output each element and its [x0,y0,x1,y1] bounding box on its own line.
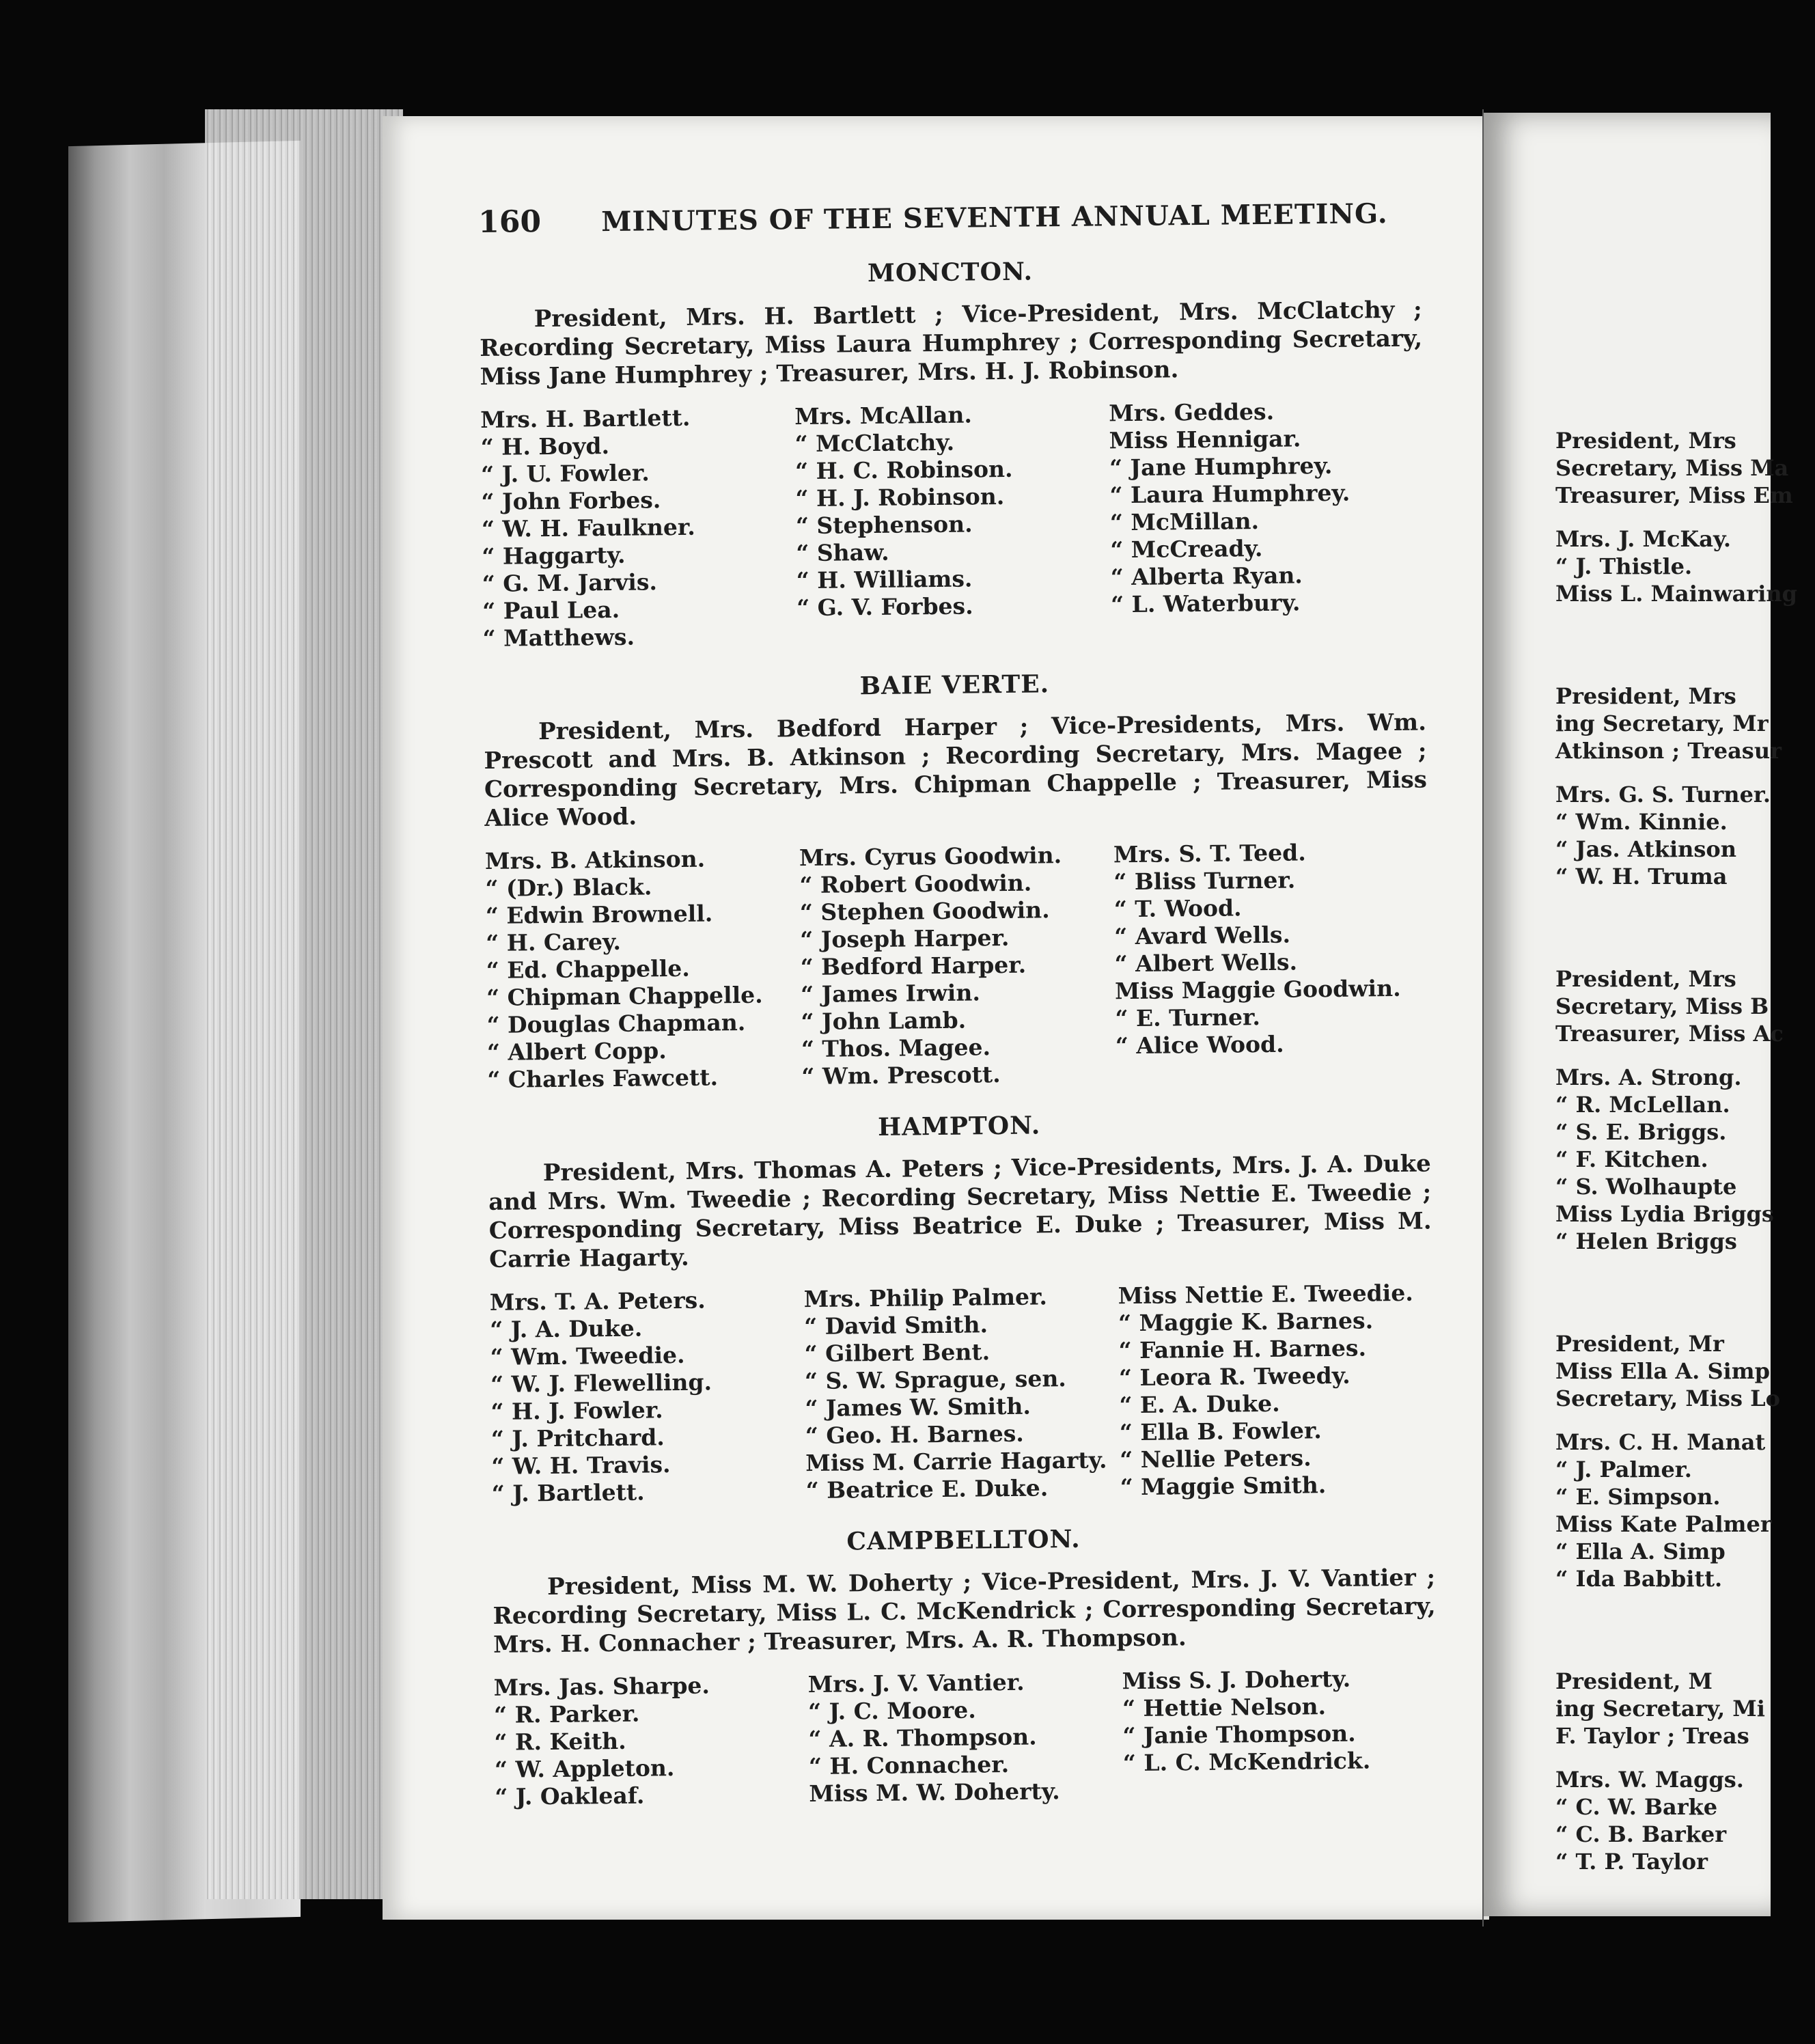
member-name: “ L. C. McKendrick. [1122,1747,1371,1777]
member-column [1109,397,1426,646]
member-name: “ John Lamb. [801,1006,967,1036]
member-name: “ L. Waterbury. [1110,589,1301,618]
member-name: Miss M. Carrie Hagarty. [805,1446,1107,1477]
member-name: “ W. Appleton. [494,1754,675,1783]
member-name: “ Beatrice E. Duke. [805,1474,1049,1504]
member-name: “ Laura Humphrey. [1109,479,1350,509]
member-name: Miss M. W. Doherty. [809,1778,1060,1808]
right-page-line: “ Ella A. Simp [1555,1538,1726,1564]
right-page-line: Mrs. G. S. Turner. [1555,782,1771,807]
section-title: CAMPBELLTON. [846,1524,1081,1556]
member-column [485,844,802,1094]
member-name: Mrs. J. V. Vantier. [807,1668,1025,1698]
right-page-line: ing Secretary, Mi [1555,1696,1765,1722]
member-name: “ T. Wood. [1113,894,1242,923]
member-name: “ S. W. Sprague, sen. [804,1365,1067,1395]
member-name: “ Haggarty. [482,541,626,570]
right-page-line: Secretary, Miss Ma [1555,455,1789,481]
member-name: “ R. Keith. [494,1727,626,1756]
right-page-line: “ C. B. Barker [1555,1821,1727,1847]
member-columns [490,1279,1435,1507]
section-title: BAIE VERTE. [859,669,1050,701]
member-name: “ Janie Thompson. [1122,1720,1356,1750]
member-name: “ (Dr.) Black. [485,873,652,902]
right-page-line: Miss Ella A. Simp [1555,1358,1770,1384]
member-name: “ G. V. Forbes. [796,592,973,622]
society-section [479,253,1426,652]
member-name: “ Joseph Harper. [800,924,1010,954]
right-page-text [1555,427,1815,1875]
member-column [804,1282,1120,1504]
member-columns [494,1664,1438,1810]
member-name: Mrs. Philip Palmer. [803,1283,1048,1313]
page-number: 160 [478,204,542,240]
member-column [1122,1664,1437,1804]
member-name: “ Thos. Magee. [801,1034,991,1063]
member-name: “ Chipman Chappelle. [486,981,763,1011]
member-column [1113,838,1430,1087]
right-page-line: “ Wm. Kinnie. [1555,809,1728,835]
member-name: “ W. J. Flewelling. [490,1368,712,1398]
right-page-line: President, M [1555,1668,1713,1694]
member-name: “ Ed. Chappelle. [486,954,690,984]
right-page-line: “ Ida Babbitt. [1555,1566,1723,1592]
member-name: “ Douglas Chapman. [486,1008,746,1038]
member-name: “ H. Connacher. [808,1750,1010,1780]
member-name: “ Alberta Ryan. [1110,562,1303,591]
society-section [483,666,1430,1094]
right-page-line: “ C. W. Barke [1555,1794,1718,1820]
member-name: “ H. J. Fowler. [490,1396,663,1425]
member-name: “ Jane Humphrey. [1109,452,1333,482]
right-page-line: Mrs. J. McKay. [1555,526,1732,552]
member-name: Miss Hennigar. [1109,425,1301,454]
member-name: “ R. Parker. [493,1700,640,1728]
member-name: “ Matthews. [482,623,635,652]
member-name: “ J. U. Fowler. [480,459,650,488]
member-name: “ Ella B. Fowler. [1119,1417,1322,1446]
member-name: “ Stephenson. [795,510,973,540]
member-name: Mrs. H. Bartlett. [480,404,691,433]
member-name: “ H. Boyd. [480,432,610,460]
right-page-line: Treasurer, Miss Em [1555,482,1793,508]
member-name: “ J. Oakleaf. [495,1782,645,1810]
member-name: “ Maggie Smith. [1120,1472,1327,1501]
member-name: “ Hettie Nelson. [1122,1693,1327,1722]
right-page-line: “ F. Kitchen. [1555,1146,1708,1172]
member-name: “ Nellie Peters. [1120,1444,1312,1474]
right-page-line: Mrs. W. Maggs. [1555,1767,1744,1793]
member-name: “ Paul Lea. [482,596,620,624]
right-page-line: “ T. P. Taylor [1555,1849,1708,1875]
member-name: “ Alice Wood. [1115,1030,1284,1060]
member-name: “ W. H. Travis. [491,1451,671,1480]
right-page-line: ing Secretary, Mr [1555,710,1769,736]
member-name: “ H. Williams. [796,565,973,594]
member-name: “ G. M. Jarvis. [482,568,658,597]
member-column [799,841,1116,1090]
member-name: Mrs. T. A. Peters. [489,1286,706,1316]
member-name: “ W. H. Faulkner. [481,513,695,542]
member-name: “ H. Carey. [486,928,622,956]
member-column [807,1668,1123,1808]
member-name: “ James W. Smith. [805,1392,1031,1422]
member-name: Miss Maggie Goodwin. [1114,974,1401,1005]
member-name: “ A. R. Thompson. [808,1723,1037,1753]
member-name: Miss S. J. Doherty. [1122,1665,1351,1695]
member-name: “ McCready. [1110,535,1263,564]
right-page-line: Secretary, Miss B [1555,993,1769,1019]
section-title: HAMPTON. [877,1111,1041,1142]
right-page-line: President, Mrs [1555,966,1736,992]
right-page-line: “ S. E. Briggs. [1555,1119,1727,1145]
member-name: “ Bliss Turner. [1113,866,1296,896]
member-name: “ Stephen Goodwin. [799,896,1050,926]
member-name: “ Gilbert Bent. [804,1338,990,1368]
right-page-line: Miss Lydia Briggs [1555,1201,1774,1227]
member-name: “ Wm. Tweedie. [490,1341,685,1370]
member-columns [485,838,1430,1093]
right-page-line: “ E. Simpson. [1555,1484,1721,1510]
member-name: “ James Irwin. [800,979,981,1008]
member-name: “ Robert Goodwin. [799,869,1032,899]
right-page-line: “ Jas. Atkinson [1555,836,1736,862]
society-section [488,1107,1435,1507]
member-name: “ J. C. Moore. [807,1696,976,1726]
member-name: Mrs. McAllan. [794,401,973,430]
member-name: “ Shaw. [796,538,889,567]
right-page-line: “ J. Palmer. [1555,1456,1692,1482]
section-title: MONCTON. [867,257,1034,288]
member-name: “ H. J. Robinson. [795,482,1005,512]
left-page-content [478,195,1438,1811]
right-page-line: “ S. Wolhaupte [1555,1174,1737,1200]
member-name: “ McClatchy. [794,428,955,458]
right-page [1484,113,1798,1916]
right-page-line: Miss L. Mainwaring [1555,581,1798,607]
member-name: “ McMillan. [1109,508,1260,536]
right-page-line: Treasurer, Miss Ac [1555,1021,1784,1047]
member-name: “ David Smith. [804,1311,988,1340]
member-name: “ H. C. Robinson. [794,455,1013,485]
member-name: “ J. Pritchard. [490,1424,665,1452]
member-name: Mrs. B. Atkinson. [484,845,706,874]
member-name: Mrs. Jas. Sharpe. [493,1672,710,1701]
member-name: “ Maggie K. Barnes. [1118,1307,1374,1337]
right-page-line: F. Taylor ; Treas [1555,1723,1749,1749]
member-name: “ Albert Copp. [486,1037,667,1066]
right-page-line: Secretary, Miss Lo [1555,1385,1780,1411]
officers-paragraph: President, Mrs. Bedford Harper ; Vice-Presidents, Mrs. Wm. Prescott and Mrs. B. Atkinson ; Recording Secretary, Mrs. Magee ; Corresponding Secretary, Mrs. Chipman Chappelle ; Treasurer, Miss Alice Wood. [484,708,1428,832]
right-page-line: President, Mrs [1555,683,1736,709]
right-page-line: Mrs. C. H. Manat [1555,1429,1766,1455]
member-columns [480,397,1426,652]
member-name: “ Charles Fawcett. [487,1064,719,1093]
member-column [794,400,1111,649]
member-column [494,1671,809,1811]
right-page-line: “ W. H. Truma [1555,864,1728,889]
right-page-line: President, Mrs [1555,428,1736,454]
member-name: “ Leora R. Tweedy. [1118,1362,1350,1392]
officers-paragraph: President, Mrs. Thomas A. Peters ; Vice-Presidents, Mrs. J. A. Duke and Mrs. Wm. Tweedie ; Recording Secretary, Miss Nettie E. Tweedie ; Corresponding Secretary, Miss Beatrice E. Duke ; Treasurer, Miss M. Carrie Hagarty. [488,1150,1432,1273]
running-title: MINUTES OF THE SEVENTH ANNUAL MEETING. [601,197,1388,238]
member-name: “ Avard Wells. [1114,921,1291,950]
right-page-line: “ Helen Briggs [1555,1228,1737,1254]
member-name: Mrs. S. T. Teed. [1113,839,1306,868]
member-name: “ E. A. Duke. [1119,1390,1280,1419]
member-name: “ Bedford Harper. [800,951,1027,981]
member-name: Miss Nettie E. Tweedie. [1118,1279,1413,1310]
right-page-line: “ R. McLellan. [1555,1092,1730,1118]
officers-paragraph: President, Miss M. W. Doherty ; Vice-President, Mrs. J. V. Vantier ; Recording Secretary, Miss L. C. McKendrick ; Corresponding Secretary, Mrs. H. Connacher ; Treasurer, Mrs. A. R. Thompson. [493,1564,1436,1659]
member-name: “ J. Bartlett. [491,1478,645,1507]
member-name: Mrs. Cyrus Goodwin. [799,842,1062,872]
member-name: “ J. A. Duke. [490,1314,643,1343]
society-section [492,1521,1437,1810]
member-column [490,1286,806,1508]
page-stack-edges [205,109,403,1899]
member-name: “ Edwin Brownell. [485,900,713,929]
society-sections [479,253,1438,1811]
right-page-line: Mrs. A. Strong. [1555,1064,1742,1090]
right-page-line: President, Mr [1555,1331,1724,1357]
member-name: “ Albert Wells. [1114,948,1298,978]
member-column [1118,1279,1435,1501]
officers-paragraph: President, Mrs. H. Bartlett ; Vice-President, Mrs. McClatchy ; Recording Secretary, Miss Laura Humphrey ; Corresponding Secretary, Miss Jane Humphrey ; Treasurer, Mrs. H. J. Robinson. [479,296,1423,391]
member-name: “ Wm. Prescott. [801,1061,1001,1090]
member-name: “ Geo. H. Barnes. [805,1420,1025,1450]
right-page-line: Miss Kate Palmer [1555,1511,1772,1537]
member-name: Mrs. Geddes. [1109,398,1275,427]
member-name: “ E. Turner. [1115,1004,1261,1032]
right-page-line: “ J. Thistle. [1555,553,1693,579]
member-column [480,403,797,652]
member-name: “ John Forbes. [481,486,661,515]
right-page-line: Atkinson ; Treasur [1555,738,1782,764]
member-name: “ Fannie H. Barnes. [1118,1334,1367,1364]
